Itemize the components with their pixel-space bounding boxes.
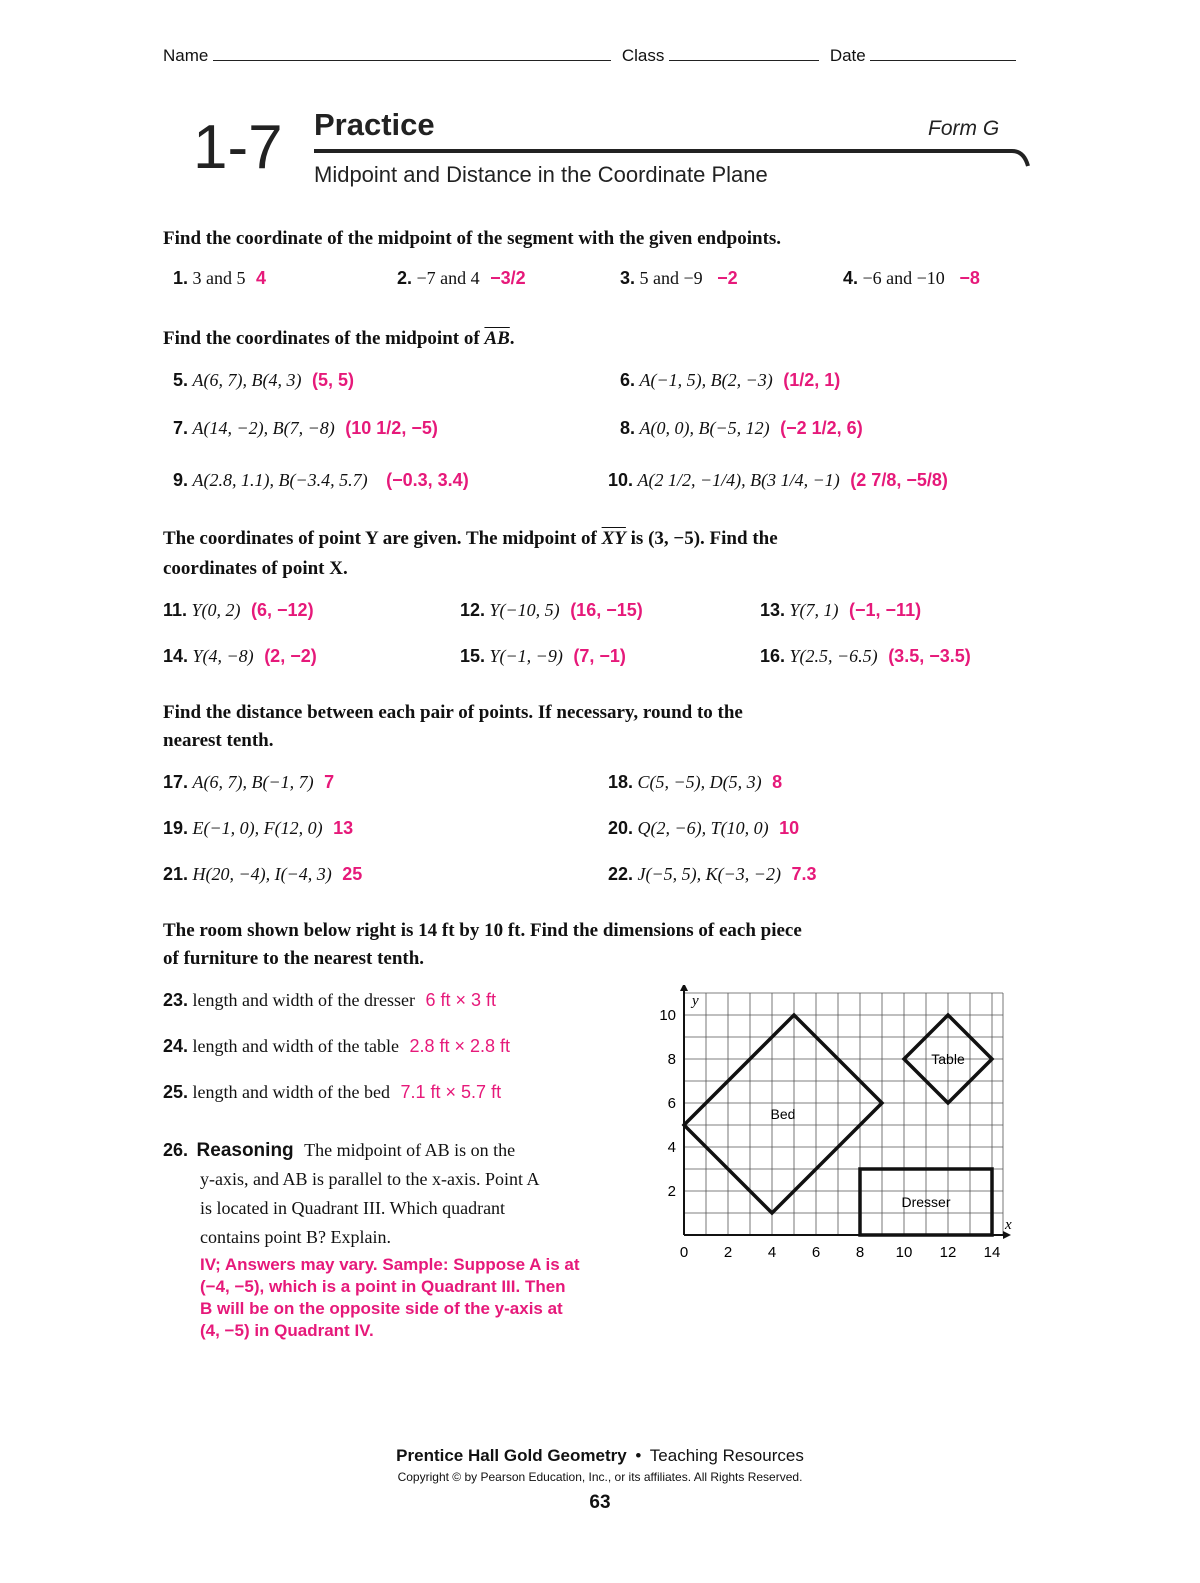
problem-4: 4. −6 and −10 −8: [843, 268, 980, 288]
section4-instruction-cont: nearest tenth.: [163, 730, 274, 751]
problem-5: 5. A(6, 7), B(4, 3) (5, 5): [173, 370, 354, 390]
form-label: Form G: [928, 117, 1000, 140]
problem-18: 18. C(5, −5), D(5, 3) 8: [608, 772, 783, 792]
name-line: [163, 46, 1016, 66]
answer-23: 6 ft × 3 ft: [425, 990, 497, 1010]
problem-3: 3. 5 and −9 −2: [620, 268, 738, 288]
x-tick-label: 2: [723, 1244, 733, 1261]
answer-16: (3.5, −3.5): [888, 646, 971, 666]
problem-1: 1. 3 and 5 4: [173, 268, 267, 288]
date-field[interactable]: [870, 46, 1016, 61]
footer-copyright: Copyright © by Pearson Education, Inc., or its affiliates. All Rights Reserved.: [397, 1470, 803, 1484]
problem-23: 23. length and width of the dresser 6 ft × 3 ft: [163, 990, 497, 1010]
section1-instruction: Find the coordinate of the midpoint of the segment with the given endpoints.: [163, 228, 782, 249]
class-field[interactable]: [669, 46, 819, 61]
shape-label: Table: [931, 1051, 965, 1067]
y-axis-arrow-icon: [680, 985, 688, 991]
problem-6: 6. A(−1, 5), B(2, −3) (1/2, 1): [620, 370, 841, 390]
answer-21: 25: [342, 864, 363, 884]
y-tick-label: 6: [667, 1095, 676, 1112]
x-tick-label: 0: [679, 1244, 689, 1261]
answer-3: −2: [717, 268, 738, 288]
answer-6: (1/2, 1): [783, 370, 841, 390]
answer-13: (−1, −11): [849, 600, 922, 620]
answer-20: 10: [779, 818, 800, 838]
answer-9: (−0.3, 3.4): [386, 470, 469, 490]
problem-7: 7. A(14, −2), B(7, −8) (10 1/2, −5): [173, 418, 438, 438]
page-number: 63: [589, 1492, 611, 1513]
problem-2: 2. −7 and 4 −3/2: [397, 268, 526, 288]
answer-2: −3/2: [490, 268, 526, 288]
answer-1: 4: [256, 268, 267, 288]
problem-26: 26. Reasoning The midpoint of AB is on the y-axis, and AB is parallel to the x-axis. Point A is located in Quadrant III. Which quadrant contains point B? Explain. IV; Answers may vary. Sample: Suppose A is at (−4, −5), which is a point in Quadrant III. Then B will be on the opposite side of the y-axis at (4, −5) in Quadrant IV.: [163, 1136, 643, 1342]
problem-25: 25. length and width of the bed 7.1 ft × 5.7 ft: [163, 1082, 502, 1102]
footer-book: Prentice Hall Gold Geometry: [396, 1446, 627, 1465]
name-label: Name: [163, 46, 209, 65]
section5-instruction-cont: of furniture to the nearest tenth.: [163, 948, 425, 969]
answer-25: 7.1 ft × 5.7 ft: [400, 1082, 502, 1102]
shape-label: Bed: [770, 1106, 796, 1122]
y-axis-label: y: [692, 993, 699, 1009]
answer-18: 8: [772, 772, 783, 792]
section4-instruction: Find the distance between each pair of points. If necessary, round to the: [163, 702, 743, 723]
shape-label: Dresser: [901, 1194, 951, 1210]
footer-resource: Teaching Resources: [649, 1446, 804, 1465]
problem-22: 22. J(−5, 5), K(−3, −2) 7.3: [608, 864, 817, 884]
answer-7: (10 1/2, −5): [345, 418, 438, 438]
page-title: Practice: [314, 107, 435, 142]
problem-19: 19. E(−1, 0), F(12, 0) 13: [163, 818, 354, 838]
section3-instruction: The coordinates of point Y are given. The midpoint of $\overline{XY}$ is (3, −5). Find the: [163, 528, 778, 549]
problem-12: 12. Y(−10, 5) (16, −15): [460, 600, 643, 620]
page-subtitle: Midpoint and Distance in the Coordinate Plane: [314, 162, 768, 187]
segment-ab: $\overline{AB}$: [484, 328, 510, 349]
x-tick-label: 8: [855, 1244, 865, 1261]
problem-20: 20. Q(2, −6), T(10, 0) 10: [608, 818, 800, 838]
problem-16: 16. Y(2.5, −6.5) (3.5, −3.5): [760, 646, 971, 666]
answer-17: 7: [324, 772, 335, 792]
answer-19: 13: [333, 818, 354, 838]
answer-12: (16, −15): [570, 600, 643, 620]
problem-9: 9. A(2.8, 1.1), B(−3.4, 5.7) (−0.3, 3.4): [173, 470, 469, 490]
problem-21: 21. H(20, −4), I(−4, 3) 25: [163, 864, 363, 884]
date-label: Date: [829, 46, 866, 65]
problem-17: 17. A(6, 7), B(−1, 7) 7: [163, 772, 335, 792]
problem-14: 14. Y(4, −8) (2, −2): [163, 646, 317, 666]
answer-5: (5, 5): [311, 370, 354, 390]
section2-instruction: Find the coordinates of the midpoint of $\overline{AB}$.: [163, 328, 515, 349]
problem-11: 11. Y(0, 2) (6, −12): [163, 600, 314, 620]
x-tick-label: 4: [767, 1244, 777, 1261]
reasoning-label: Reasoning: [196, 1140, 294, 1161]
problem-13: 13. Y(7, 1) (−1, −11): [760, 600, 922, 620]
answer-26: IV; Answers may vary. Sample: Suppose A is at (−4, −5), which is a point in Quadrant III. Then B will be on the opposite side of the y-axis at (4, −5) in Quadrant IV.: [200, 1255, 580, 1340]
y-tick-label: 10: [659, 1007, 676, 1024]
answer-24: 2.8 ft × 2.8 ft: [409, 1036, 511, 1056]
y-tick-label: 4: [667, 1139, 676, 1156]
answer-10: (2 7/8, −5/8): [850, 470, 948, 490]
x-tick-label: 10: [895, 1244, 913, 1261]
x-axis-label: x: [1005, 1217, 1012, 1233]
lesson-number: 1-7: [193, 113, 283, 182]
y-tick-label: 2: [667, 1183, 676, 1200]
x-tick-label: 14: [983, 1244, 1001, 1261]
answer-11: (6, −12): [251, 600, 314, 620]
name-field[interactable]: [213, 46, 611, 61]
y-tick-label: 8: [667, 1051, 676, 1068]
x-tick-label: 6: [811, 1244, 821, 1261]
x-tick-label: 12: [939, 1244, 957, 1261]
section5-instruction: The room shown below right is 14 ft by 10 ft. Find the dimensions of each piece: [163, 920, 802, 941]
problem-8: 8. A(0, 0), B(−5, 12) (−2 1/2, 6): [620, 418, 863, 438]
problem-15: 15. Y(−1, −9) (7, −1): [460, 646, 626, 666]
segment-xy: $\overline{XY}$: [601, 528, 626, 549]
footer-book-line: Prentice Hall Gold Geometry • Teaching Resources: [396, 1446, 804, 1465]
answer-15: (7, −1): [573, 646, 626, 666]
problem-24: 24. length and width of the table 2.8 ft × 2.8 ft: [163, 1036, 511, 1056]
answer-22: 7.3: [791, 864, 817, 884]
answer-14: (2, −2): [264, 646, 317, 666]
answer-4: −8: [959, 268, 980, 288]
problem-10: 10. A(2 1/2, −1/4), B(3 1/4, −1) (2 7/8, −5/8): [608, 470, 948, 490]
class-label: Class: [621, 46, 665, 65]
answer-8: (−2 1/2, 6): [780, 418, 863, 438]
room-diagram: [648, 985, 1028, 1270]
section3-instruction-cont: coordinates of point X.: [163, 558, 348, 579]
